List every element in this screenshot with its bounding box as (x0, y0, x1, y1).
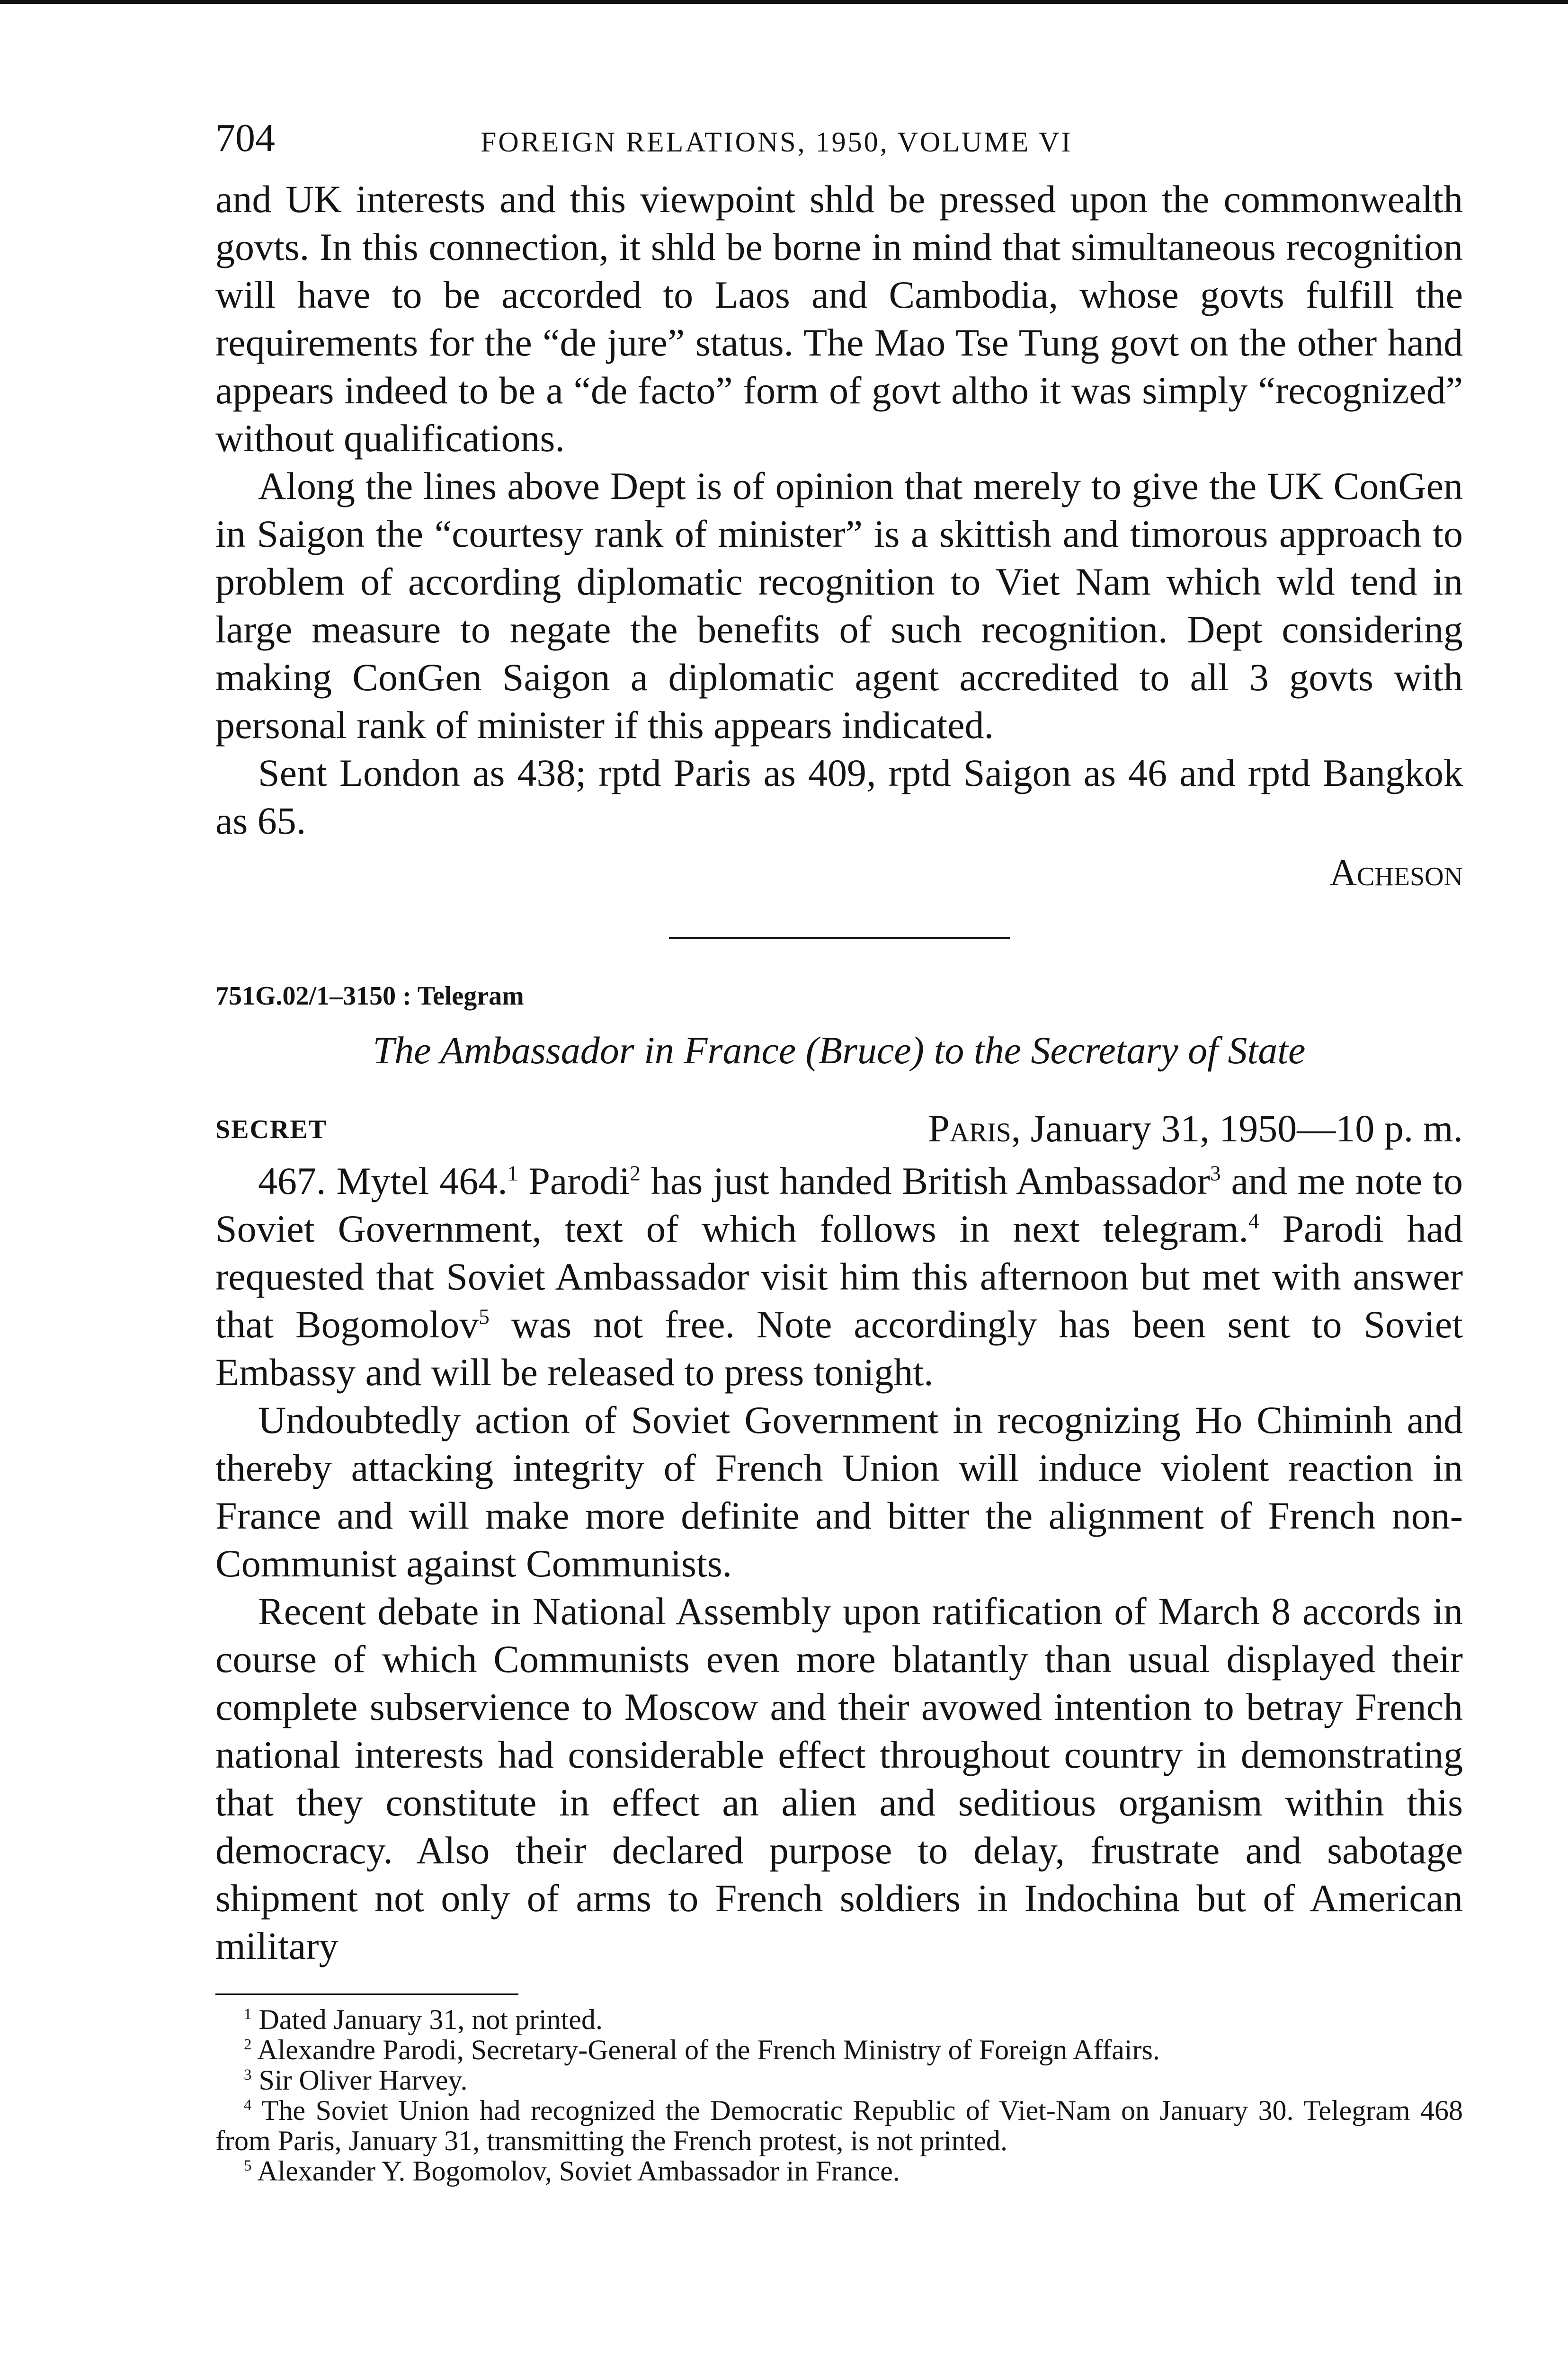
dateline-date: January 31, 1950—10 p. m. (1021, 1107, 1463, 1150)
page-number: 704 (215, 116, 275, 160)
footnote-ref-5: 5 (479, 1305, 490, 1329)
paragraph-continued: and UK interests and this viewpoint shld be pressed upon the commonwealth govts. In this connection, it shld be borne in mind that simultaneous recognition will have to be accorded to Laos and Cambodia, whose govts fulfill the requirements for the “de jure” status. The Mao Tse Tung govt on the other hand appears indeed to be a “de facto” form of govt altho it was simply “recognized” without qualifications. (215, 178, 1463, 460)
footnote-ref-1: 1 (507, 1161, 518, 1185)
footnote-mark: 2 (244, 2036, 252, 2053)
text-run: Parodi had requested that Soviet Ambassador visit him this afternoon but met with answer that Bogomolov (215, 1207, 1463, 1346)
file-reference: 751G.02/1–3150 : Telegram (215, 981, 524, 1011)
document-page (215, 109, 1463, 2186)
footnote-ref-2: 2 (630, 1161, 641, 1185)
footnotes (215, 2004, 1463, 2186)
text-run: 467. Mytel 464. (258, 1159, 508, 1202)
footnote-rule (215, 1993, 518, 1995)
footnote-text: The Soviet Union had recognized the Democratic Republic of Viet-Nam on January 30. Telegram 468 from Paris, January 31, transmitting the French protest, is not printed. (215, 2095, 1463, 2156)
footnote-text: Sir Oliver Harvey. (251, 2064, 468, 2096)
footnote-text: Alexandre Parodi, Secretary-General of the French Ministry of Foreign Affairs. (251, 2034, 1160, 2065)
paragraph-recognition-approach: Along the lines above Dept is of opinion that merely to give the UK ConGen in Saigon the “courtesy rank of minister” is a skittish and timorous approach to problem of according diplomatic recognition to Viet Nam which wld tend in large measure to negate the benefits of such recognition. Dept considering making ConGen Saigon a diplomatic agent accredited to all 3 govts with personal rank of minister if this appears indicated. (215, 464, 1463, 747)
paragraph-telegram-467 (215, 1157, 1463, 1396)
footnote-mark: 5 (244, 2157, 252, 2174)
footnote-1 (215, 2004, 1463, 2035)
running-head (215, 109, 1463, 175)
running-title: FOREIGN RELATIONS, 1950, VOLUME VI (481, 126, 1073, 158)
footnote-text: Dated January 31, not printed. (251, 2004, 603, 2035)
page-top-edge (0, 0, 1568, 4)
footnote-3 (215, 2065, 1463, 2095)
signature-acheson: Acheson (1329, 852, 1463, 894)
text-run: has just handed British Ambassador (640, 1159, 1211, 1202)
text-run: Parodi (518, 1159, 630, 1202)
footnote-mark: 1 (244, 2006, 252, 2023)
paragraph-soviet-recognition: Undoubtedly action of Soviet Government in recognizing Ho Chiminh and thereby attacking integrity of French Union will induce violent reaction in France and will make more definite and bitter the alignment of French non-Communist against Communists. (215, 1398, 1463, 1585)
dateline (928, 1105, 1463, 1152)
paragraph-distribution: Sent London as 438; rptd Paris as 409, rptd Saigon as 46 and rptd Bangkok as 65. (215, 751, 1463, 842)
footnote-mark: 4 (244, 2097, 252, 2114)
footnote-ref-3: 3 (1210, 1161, 1221, 1185)
dateline-row (215, 1105, 1463, 1157)
dateline-place: Paris, (928, 1107, 1021, 1150)
text-run: was not free. Note accordingly has been sent to Soviet Embassy and will be released to press tonight. (215, 1303, 1463, 1394)
footnote-ref-4: 4 (1248, 1209, 1259, 1233)
classification-marking: SECRET (215, 1115, 328, 1144)
footnote-5 (215, 2156, 1463, 2186)
footnote-text: Alexander Y. Bogomolov, Soviet Ambassador in France. (251, 2155, 900, 2187)
paragraph-national-assembly: Recent debate in National Assembly upon ratification of March 8 accords in course of which Communists even more blatantly than usual displayed their complete subservience to Moscow and their avowed intention to betray French national interests had considerable effect throughout country in demonstrating that they constitute in effect an alien and seditious organism within this democracy. Also their declared purpose to delay, frustrate and sabotage shipment not only of arms to French soldiers in Indochina but of American military (215, 1590, 1463, 1967)
footnote-mark: 3 (244, 2066, 252, 2083)
footnote-4 (215, 2095, 1463, 2156)
document-heading: The Ambassador in France (Bruce) to the Secretary of State (373, 1029, 1306, 1072)
section-divider (669, 937, 1010, 939)
text-run: and me note to Soviet Government, text of which follows in next telegram. (215, 1159, 1463, 1250)
footnote-2 (215, 2035, 1463, 2065)
